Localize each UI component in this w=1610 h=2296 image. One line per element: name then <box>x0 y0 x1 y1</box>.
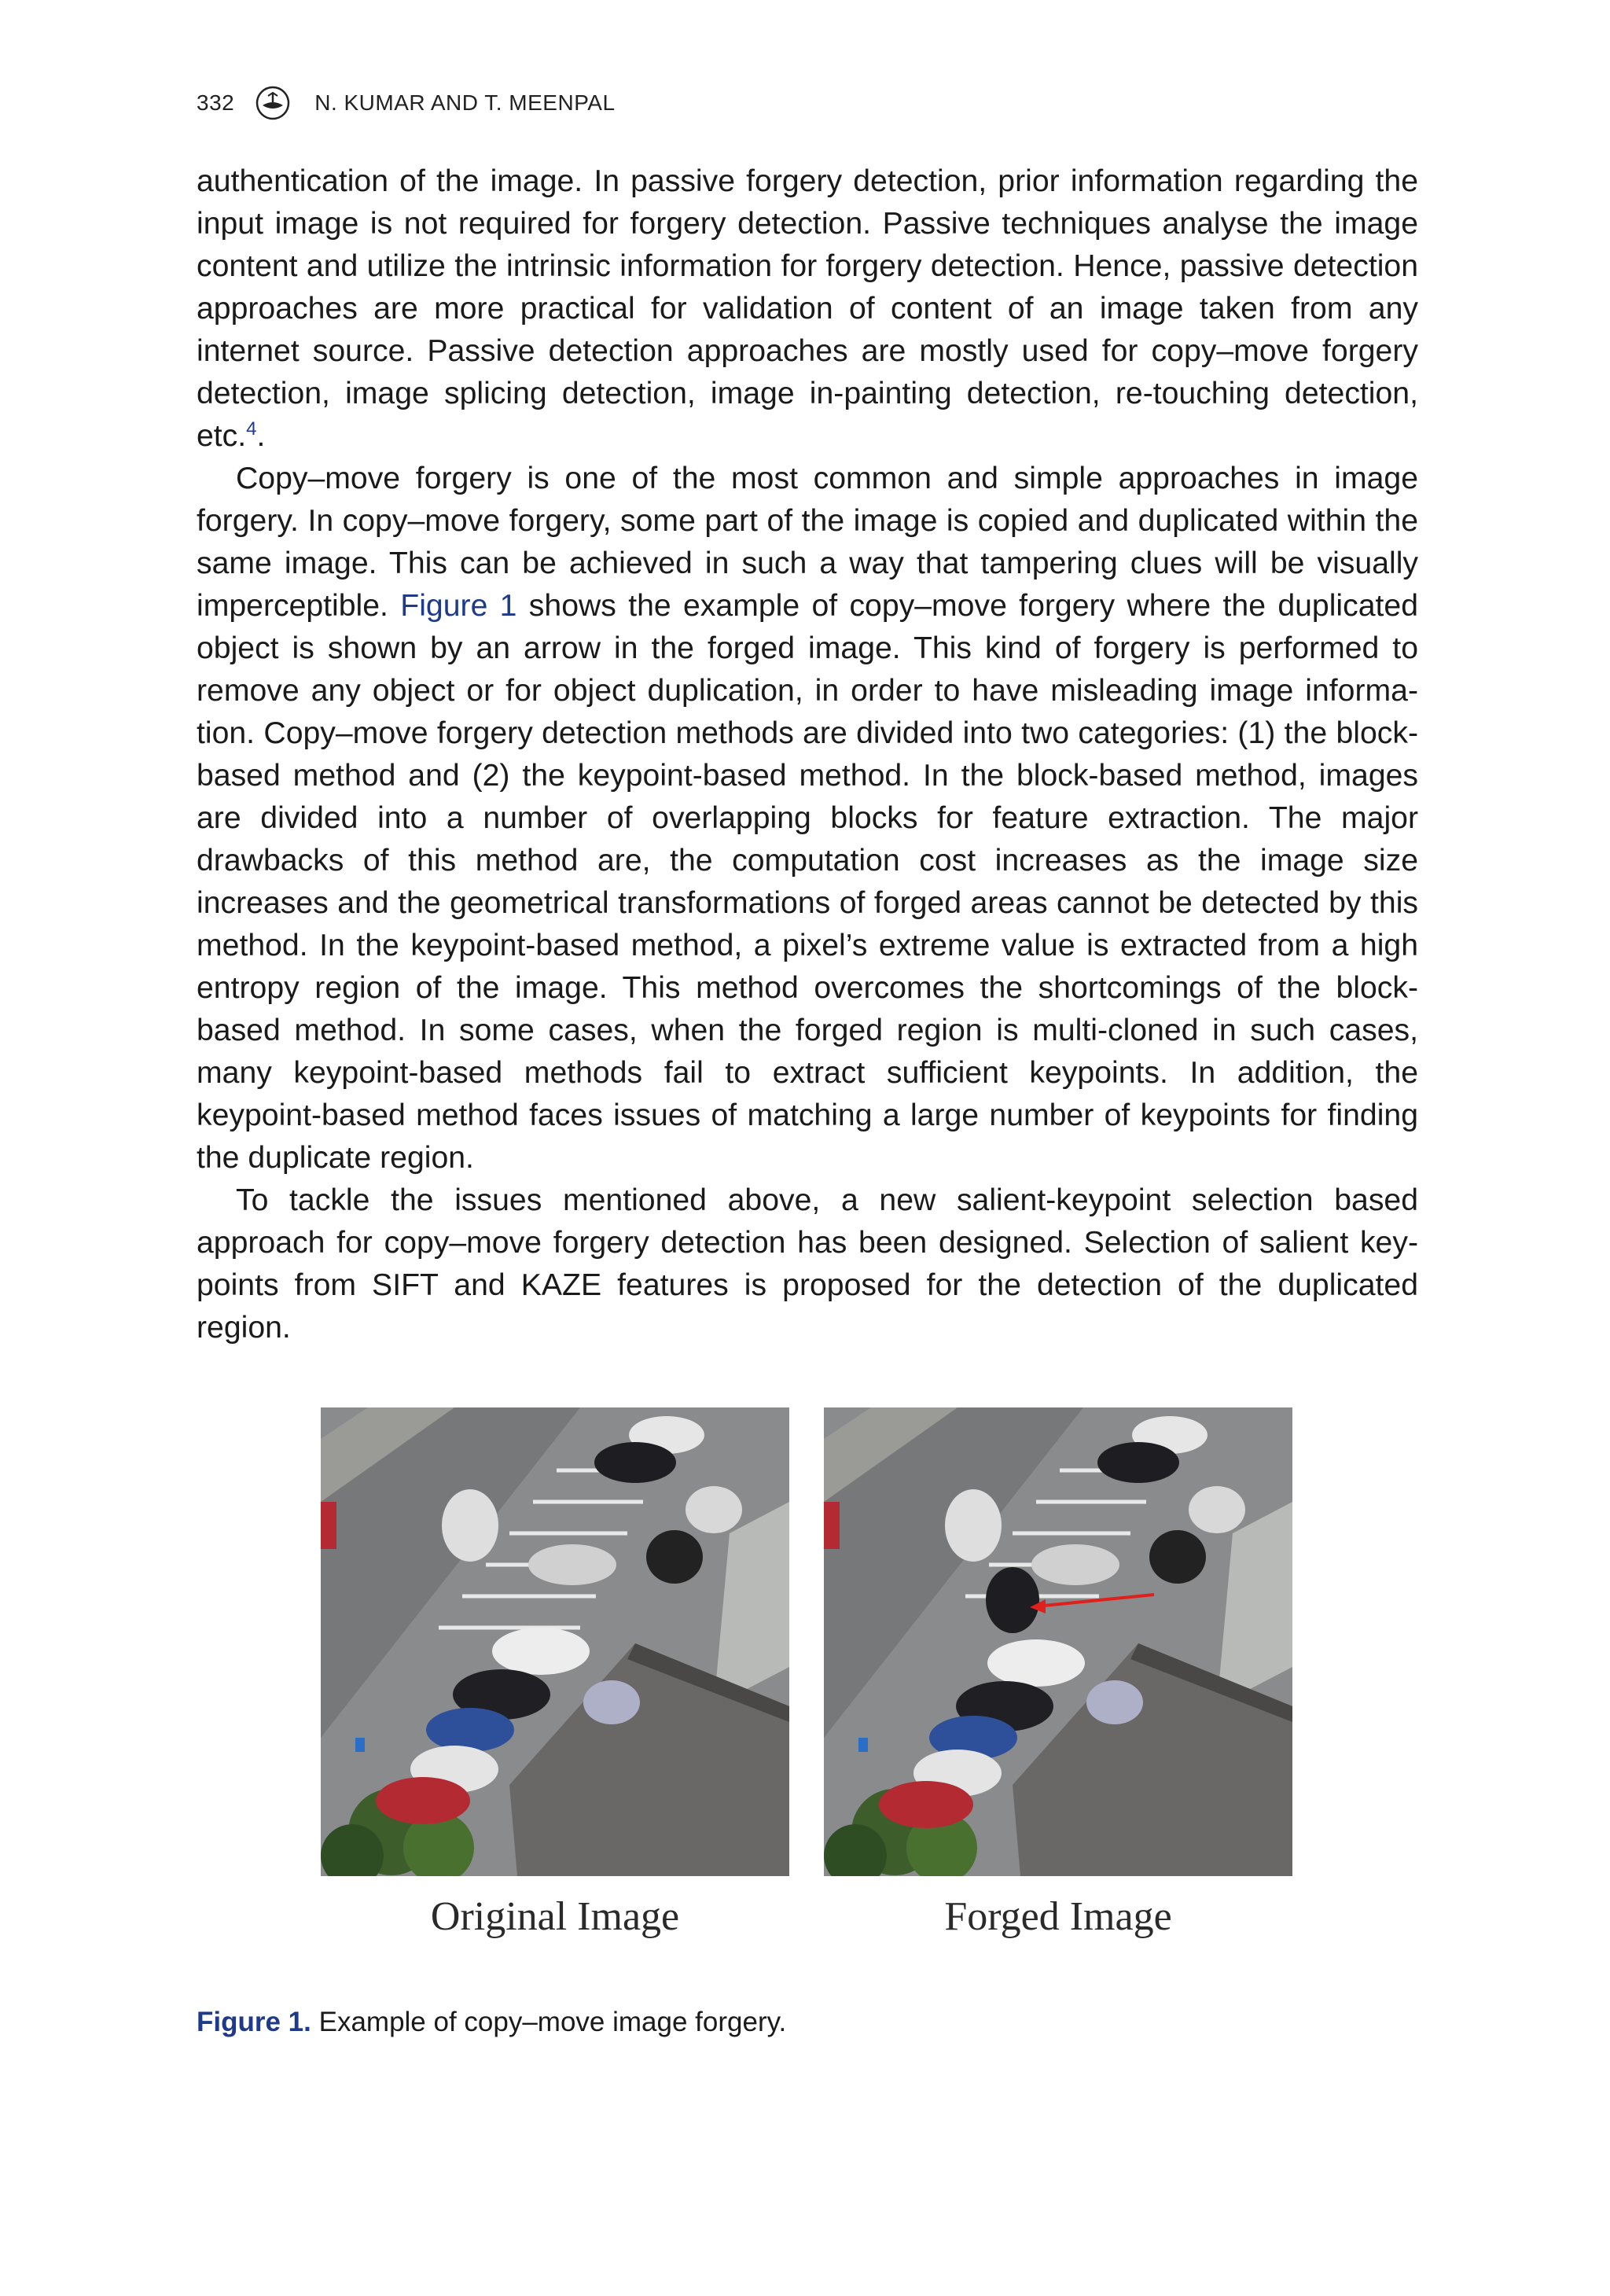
running-header <box>197 85 616 121</box>
paragraph-2-text-a: Copy–move forgery is one of the most common and simple approaches in image forgery. In copy–move forgery, some part of the image is copied and duplicated within the same image. This can be achieved in such a way that tampering clues will be visually imperceptible. <box>197 462 1418 623</box>
paragraph-2-text-b: shows the example of copy–move forgery where the duplicated object is shown by an arrow in the forged image. This kind of forgery is performed to remove any object or for object duplication, in order to have misleading image information. Copy–move forgery detection methods are divided into two categories: (1) the block-based method and (2) the keypoint-based method. In the block-based method, images are divided into a number of overlapping blocks for feature extraction. The major drawbacks of this method are, the computation cost increases as the image size increases and the geometrical transformations of forged areas cannot be detected by this method. In the keypoint-based method, a pixel’s extreme value is extracted from a high entropy region of the image. This method overcomes the shortcomings of the block-based method. In some cases, when the forged region is multi-cloned in such cases, many keypoint-based methods fail to extract sufficient keypoints. In addition, the keypoint-based method faces issues of matching a large number of keypoints for finding the duplicate region. <box>197 589 1418 1175</box>
running-header-authors: N. KUMAR AND T. MEENPAL <box>314 90 616 115</box>
paragraph-3: To tackle the issues mentioned above, a new salient-keypoint selection based approach for copy–move forgery detection has been designed. Selection of salient keypoints from SIFT and KAZE features is proposed for the detection of the duplicated region. <box>197 1183 1418 1345</box>
publisher-logo-icon <box>255 85 291 121</box>
body-text <box>197 160 1418 1349</box>
original-image-caption: Original Image <box>430 1894 680 1939</box>
citation-link[interactable]: 4 <box>246 418 257 440</box>
forged-image-photo <box>824 1407 1292 1876</box>
paragraph-1-text: authentication of the image. In passive forgery detection, prior information regarding the input image is not required for forgery detection. Passive techniques analyse the image content and utilize the intrinsic information for forgery detection. Hence, passive detection approaches are more practical for validation of content of an image taken from any internet source. Passive detection approaches are mostly used for copy–move forgery detection, image splicing detection, image in-painting detection, re-touching detection, etc. <box>197 164 1418 453</box>
figure-caption-text: Example of copy–move image forgery. <box>311 2007 787 2037</box>
paragraph-1-end: . <box>256 419 266 453</box>
paragraph-1 <box>197 160 1418 458</box>
paragraph-2 <box>197 458 1418 1179</box>
forged-image-caption: Forged Image <box>944 1894 1172 1939</box>
original-image-photo <box>321 1407 789 1876</box>
figure-1 <box>321 1407 1296 1958</box>
page-number: 332 <box>197 90 235 115</box>
figure-caption-label: Figure 1. <box>197 2007 311 2037</box>
figure-1-link[interactable]: Figure 1 <box>400 589 517 623</box>
figure-caption <box>197 2007 786 2038</box>
